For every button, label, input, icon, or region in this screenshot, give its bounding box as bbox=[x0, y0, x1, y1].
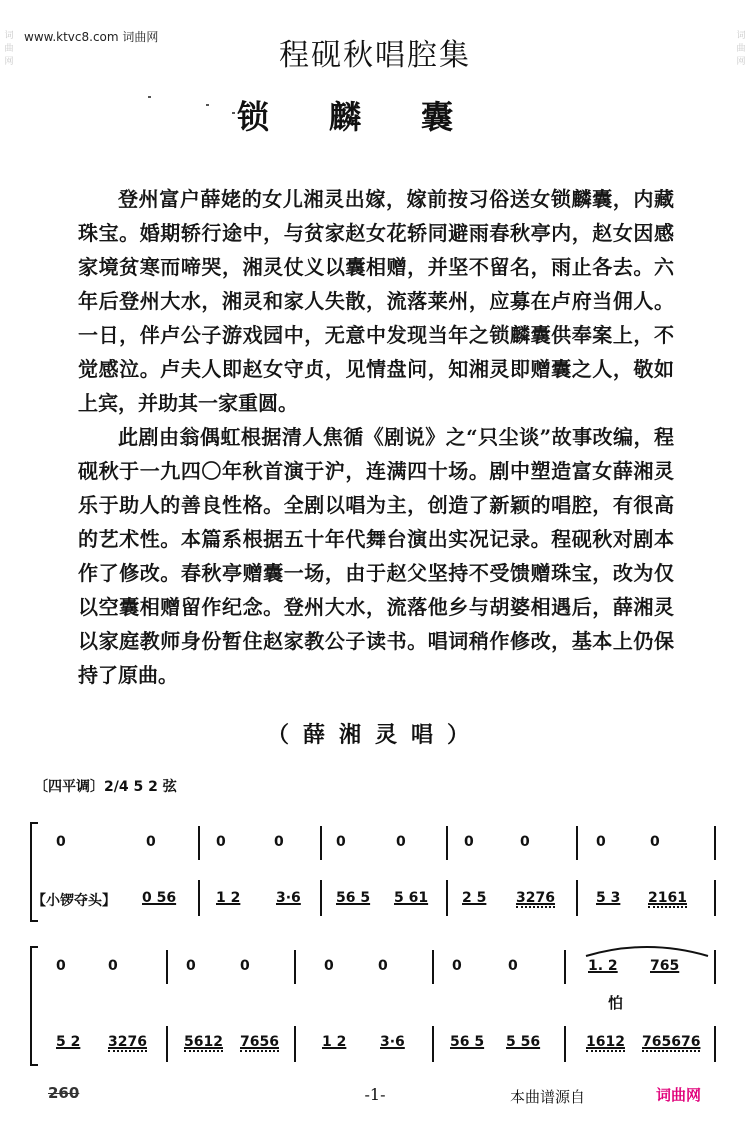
source-note: 本曲谱源自 bbox=[510, 1088, 586, 1106]
vocal-row bbox=[30, 834, 720, 858]
note-group: 3276 bbox=[108, 1034, 147, 1050]
note-group: 765 bbox=[650, 958, 680, 974]
bar-line bbox=[576, 880, 578, 916]
percussion-label: 【小锣夺头】 bbox=[32, 893, 116, 909]
note-group: 7656 bbox=[240, 1034, 279, 1050]
note: 0 bbox=[596, 834, 606, 850]
note: 0 bbox=[464, 834, 474, 850]
bar-line bbox=[432, 1026, 434, 1062]
bar-line bbox=[714, 880, 716, 916]
note-group: 3·6 bbox=[276, 890, 301, 906]
intro-paragraph-1: 登州富户薛姥的女儿湘灵出嫁，嫁前按习俗送女锁麟囊，内藏珠宝。婚期轿行途中，与贫家赵女花轿同避雨春秋亭内，赵女因感家境贫寒而啼哭，湘灵仗义以囊相赠，并坚不留名，雨止各去。六年后登州大水，湘灵和家人失散，流落莱州，应募在卢府当佣人。一日，伴卢公子游戏园中，无意中发现当年之锁麟囊供奉案上，不觉感泣。卢夫人即赵女守贞，见情盘问，知湘灵即赠囊之人，敬如上宾，并助其一家重圆。 bbox=[78, 187, 674, 415]
note-group: 1. 2 bbox=[588, 958, 618, 974]
original-page-number: 260 bbox=[48, 1084, 80, 1102]
note-group: 5 61 bbox=[394, 890, 429, 906]
note-group: 1612 bbox=[586, 1034, 625, 1050]
bar-line bbox=[320, 826, 322, 860]
note: 0 bbox=[146, 834, 156, 850]
note-group: 5 2 bbox=[56, 1034, 81, 1050]
bar-line bbox=[198, 826, 200, 860]
note: 0 bbox=[336, 834, 346, 850]
note: 0 bbox=[520, 834, 530, 850]
bar-line bbox=[714, 1026, 716, 1062]
note-group: 2 5 bbox=[462, 890, 487, 906]
note-group: 1 2 bbox=[322, 1034, 347, 1050]
note-group: 5612 bbox=[184, 1034, 223, 1050]
bar-line bbox=[714, 826, 716, 860]
bar-line bbox=[564, 1026, 566, 1062]
bar-line bbox=[446, 880, 448, 916]
site-url: www.ktvc8.com 词曲网 bbox=[24, 30, 159, 44]
mode-line: 〔四平调〕2/4 5 2 弦 bbox=[34, 779, 177, 795]
note: 0 bbox=[324, 958, 334, 974]
bar-line bbox=[432, 950, 434, 984]
note-group: 2161 bbox=[648, 890, 687, 906]
accompaniment-row bbox=[30, 1034, 720, 1058]
note-group: 765676 bbox=[642, 1034, 701, 1050]
slur-mark bbox=[582, 944, 712, 958]
note: 0 bbox=[56, 958, 66, 974]
note: 0 bbox=[274, 834, 284, 850]
bar-line bbox=[294, 950, 296, 984]
note: 0 bbox=[56, 834, 66, 850]
note: 0 bbox=[186, 958, 196, 974]
piece-title: 锁麟囊 bbox=[236, 98, 513, 136]
intro-text bbox=[78, 182, 674, 692]
lyric: 怕 bbox=[608, 994, 624, 1012]
note: 0 bbox=[396, 834, 406, 850]
bar-line bbox=[166, 950, 168, 984]
score-system-2 bbox=[30, 944, 720, 1066]
collection-title: 程砚秋唱腔集 bbox=[279, 38, 471, 73]
bar-line bbox=[564, 950, 566, 984]
watermark-right: 词 曲 网 bbox=[736, 31, 746, 67]
score-system-1 bbox=[30, 820, 720, 920]
note: 0 bbox=[240, 958, 250, 974]
bar-line bbox=[166, 1026, 168, 1062]
role-line: （薛湘灵唱） bbox=[266, 722, 483, 748]
bar-line bbox=[320, 880, 322, 916]
watermark-left: 词 曲 网 bbox=[4, 31, 14, 67]
note-group: 56 5 bbox=[336, 890, 371, 906]
note-group: 3276 bbox=[516, 890, 555, 906]
note: 0 bbox=[108, 958, 118, 974]
note: 0 bbox=[216, 834, 226, 850]
note: 0 bbox=[508, 958, 518, 974]
vocal-row bbox=[30, 958, 720, 982]
note: 0 bbox=[452, 958, 462, 974]
note-group: 5 56 bbox=[506, 1034, 541, 1050]
bar-line bbox=[446, 826, 448, 860]
bar-line bbox=[198, 880, 200, 916]
intro-paragraph-2: 此剧由翁偶虹根据清人焦循《剧说》之“只尘谈”故事改编，程砚秋于一九四〇年秋首演于沪，连满四十场。剧中塑造富女薛湘灵乐于助人的善良性格。全剧以唱为主，创造了新颖的唱腔，有很高的艺术性。本篇系根据五十年代舞台演出实况记录。程砚秋对剧本作了修改。春秋亭赠囊一场，由于赵父坚持不受馈赠珠宝，改为仅以空囊相赠留作纪念。登州大水，流落他乡与胡婆相遇后，薛湘灵以家庭教师身份暂住赵家教公子读书。唱词稍作修改，基本上仍保持了原曲。 bbox=[78, 425, 674, 687]
page-number: -1- bbox=[364, 1085, 386, 1104]
accompaniment-row bbox=[30, 890, 720, 914]
bar-line bbox=[576, 826, 578, 860]
note: 0 bbox=[378, 958, 388, 974]
note-group: 5 3 bbox=[596, 890, 621, 906]
note-group: 3·6 bbox=[380, 1034, 405, 1050]
note-group: 0 56 bbox=[142, 890, 177, 906]
note: 0 bbox=[650, 834, 660, 850]
note-group: 56 5 bbox=[450, 1034, 485, 1050]
site-logo[interactable]: 词曲网 bbox=[656, 1086, 702, 1104]
bar-line bbox=[294, 1026, 296, 1062]
note-group: 1 2 bbox=[216, 890, 241, 906]
bar-line bbox=[714, 950, 716, 984]
